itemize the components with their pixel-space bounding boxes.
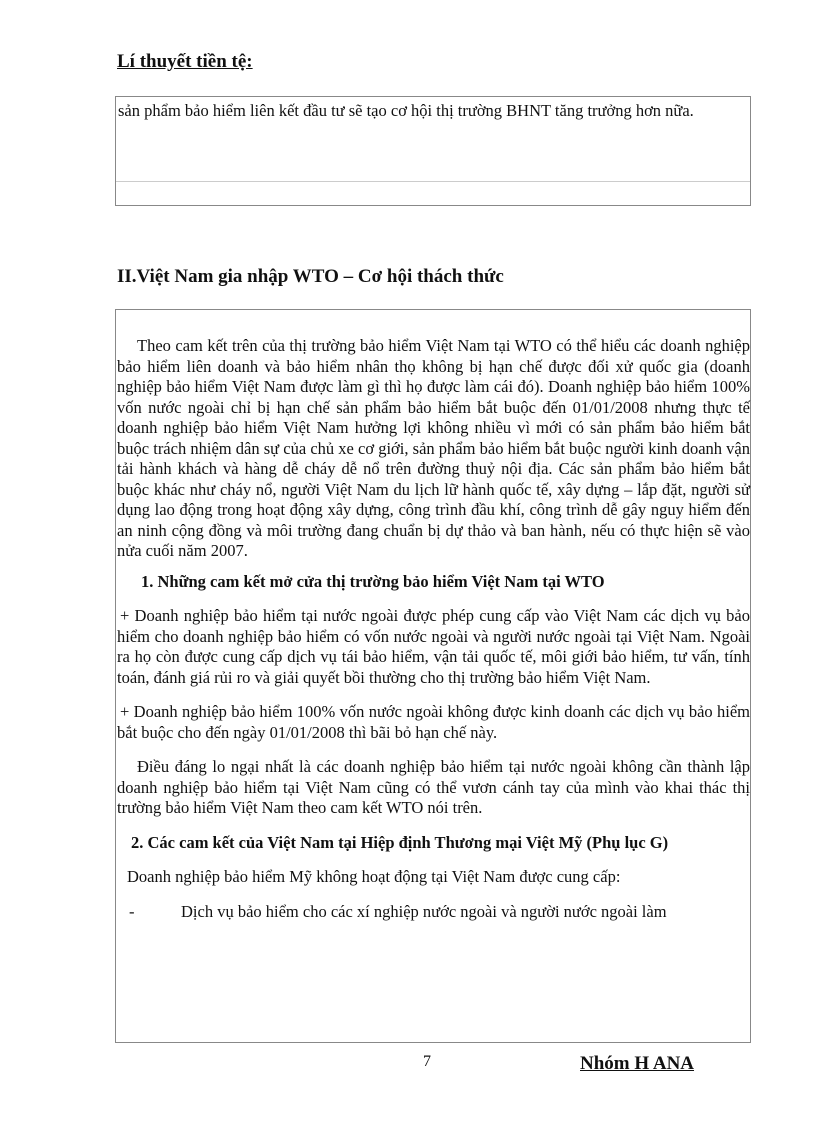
main-content: [117, 336, 750, 922]
subheading-wto-commitments: 1. Những cam kết mở cửa thị trường bảo hiểm Việt Nam tại WTO: [141, 571, 605, 591]
us-intro-paragraph: Doanh nghiệp bảo hiểm Mỹ không hoạt động tại Việt Nam được cung cấp:: [127, 867, 621, 886]
top-text-box: [115, 96, 751, 206]
section-heading: II.Việt Nam gia nhập WTO – Cơ hội thách thức: [117, 266, 504, 287]
page-header-title: Lí thuyết tiền tệ:: [117, 51, 253, 72]
box-divider: [116, 181, 750, 182]
bullet-paragraph-1: + Doanh nghiệp bảo hiểm tại nước ngoài được phép cung cấp vào Việt Nam các dịch vụ bảo hiểm cho doanh nghiệp bảo hiểm có vốn nước ngoài và người nước ngoài tại Việt Nam. Ngoài ra họ còn được cung cấp dịch vụ tái bảo hiểm, vận tải quốc tế, môi giới bảo hiểm, tư vấn, tính toán, đánh giá rủi ro và giải quyết bồi thường cho thị trường bảo hiểm Việt Nam.: [117, 606, 750, 687]
main-text-box: [115, 309, 751, 1043]
dash-item-text: Dịch vụ bảo hiểm cho các xí nghiệp nước ngoài và người nước ngoài làm: [181, 901, 667, 921]
subheading-us-agreement: 2. Các cam kết của Việt Nam tại Hiệp định Thương mại Việt Mỹ (Phụ lục G): [131, 832, 669, 852]
dash-list-item: [117, 902, 750, 923]
top-box-text: sản phẩm bảo hiểm liên kết đầu tư sẽ tạo cơ hội thị trường BHNT tăng trưởng hơn nữa.: [118, 101, 694, 120]
dash-marker: -: [129, 901, 135, 921]
bullet-paragraph-2: + Doanh nghiệp bảo hiểm 100% vốn nước ngoài không được kinh doanh các dịch vụ bảo hiểm bắt buộc cho đến ngày 01/01/2008 thì bãi bỏ hạn chế này.: [117, 702, 750, 742]
concern-paragraph: Điều đáng lo ngại nhất là các doanh nghiệp bảo hiểm tại nước ngoài không cần thành lập doanh nghiệp bảo hiểm tại Việt Nam cũng có thể vươn cánh tay của mình vào khai thác thị trường bảo hiểm Việt Nam theo cam kết WTO nói trên.: [117, 757, 750, 817]
intro-paragraph: Theo cam kết trên của thị trường bảo hiểm Việt Nam tại WTO có thể hiểu các doanh nghiệp bảo hiểm liên doanh và bảo hiểm nhân thọ không bị hạn chế được đối xử quốc gia (doanh nghiệp bảo hiểm Việt Nam được làm gì thì họ được làm cái đó). Doanh nghiệp bảo hiểm 100% vốn nước ngoài chỉ bị hạn chế sản phẩm bảo hiểm bắt buộc đến 01/01/2008 nhưng thực tế doanh nghiệp bảo hiểm Việt Nam hưởng lợi không nhiều vì mới có sản phẩm bảo hiểm bắt buộc trách nhiệm dân sự của chủ xe cơ giới, sản phẩm bảo hiểm bắt buộc người kinh doanh vận tải hành khách và hàng dễ cháy dễ nổ trên đường thuỷ nội địa. Các sản phẩm bảo hiểm bắt buộc khác như cháy nổ, người Việt Nam du lịch lữ hành quốc tế, xây dựng – lắp đặt, người sử dụng lao động trong hoạt động xây dựng, công trình đầu khí, công trình dễ gây nguy hiểm đến an ninh cộng đồng và môi trường đang chuẩn bị dự thảo và ban hành, nếu có thực hiện sẽ vào nửa cuối năm 2007.: [117, 336, 750, 560]
footer-group-name: Nhóm H ANA: [580, 1053, 695, 1074]
page-number: 7: [423, 1053, 431, 1070]
